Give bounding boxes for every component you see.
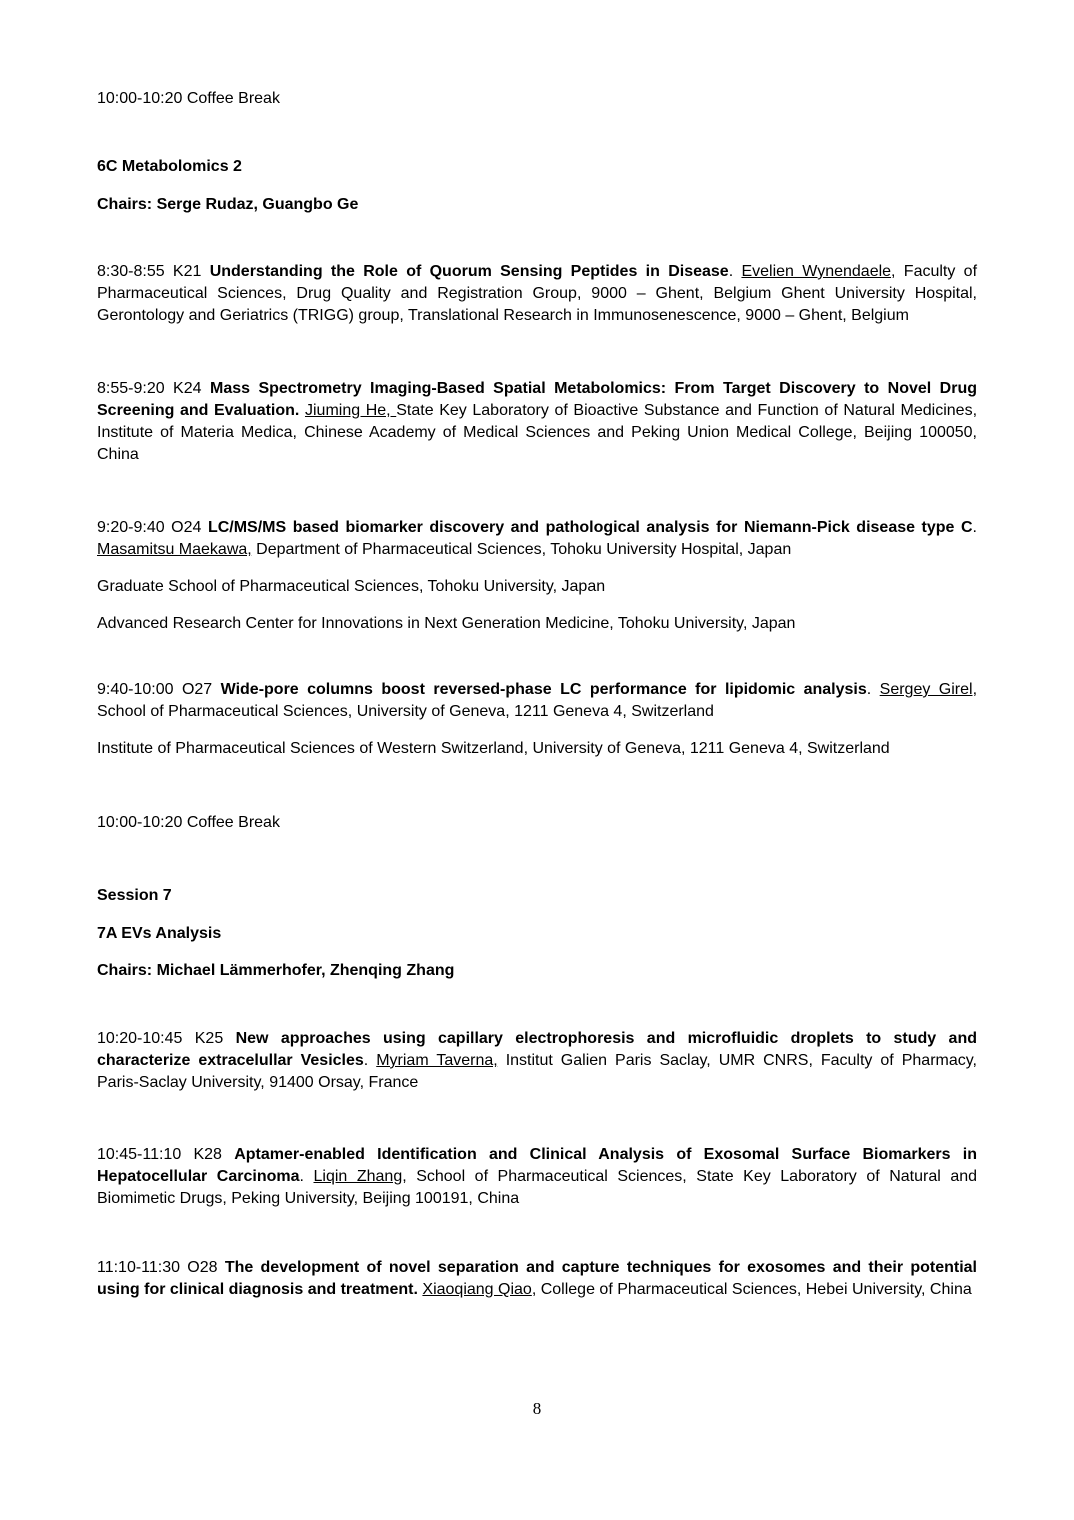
entry-time-code: 10:45-11:10 K28 <box>97 1146 235 1163</box>
entry-time-code: 9:20-9:40 O24 <box>97 519 208 536</box>
entry-o24-affiliation-3: Advanced Research Center for Innovations in Next Generation Medicine, Tohoku University, Japan <box>97 615 796 632</box>
entry-o27-affiliation-2: Institute of Pharmaceutical Sciences of Western Switzerland, University of Geneva, 1211 Geneva 4, Switzerland <box>97 740 890 757</box>
speaker-name: Xiaoqiang Qiao <box>422 1281 532 1298</box>
entry-title: Aptamer-enabled Identification and Clinical Analysis of Exosomal Surface Biomarkers in Hepatocellular Carcinoma <box>97 1146 977 1185</box>
entry-title: Wide-pore columns boost reversed-phase LC performance for lipidomic analysis <box>220 681 867 698</box>
speaker-name: Sergey Girel, <box>879 681 978 698</box>
entry-separator: . <box>972 519 977 536</box>
entry-o24-affiliation-2: Graduate School of Pharmaceutical Sciences, Tohoku University, Japan <box>97 578 606 595</box>
session-7a-heading: 7A EVs Analysis <box>97 925 222 942</box>
entry-separator: . <box>728 263 742 280</box>
entry-affiliation: School of Pharmaceutical Sciences, University of Geneva, 1211 Geneva 4, Switzerland <box>97 703 714 720</box>
page-number: 8 <box>532 1399 542 1418</box>
coffee-break-line: 10:00-10:20 Coffee Break <box>97 814 280 831</box>
entry-affiliation: , College of Pharmaceutical Sciences, Hebei University, China <box>531 1281 972 1298</box>
entry-title: Mass Spectrometry Imaging-Based Spatial Metabolomics: From Target Discovery to Novel Drug Screening and Evaluation. <box>97 380 978 419</box>
entry-affiliation: Department of Pharmaceutical Sciences, Tohoku University Hospital, Japan <box>251 541 792 558</box>
session-7a-chairs: Chairs: Michael Lämmerhofer, Zhenqing Zhang <box>97 962 455 979</box>
session-6c-chairs: Chairs: Serge Rudaz, Guangbo Ge <box>97 196 359 213</box>
entry-k25 <box>97 1028 977 1094</box>
entry-k21 <box>97 261 977 327</box>
entry-time-code: 8:55-9:20 K24 <box>97 380 210 397</box>
entry-title: New approaches using capillary electrophoresis and microfluidic droplets to study and characterize extracelullar Vesicles <box>97 1030 978 1069</box>
entry-affiliation: State Key Laboratory of Bioactive Substance and Function of Natural Medicines, Institute of Materia Medica, Chinese Academy of Medical Sciences and Peking Union Medical College, Beijing 100050, China <box>97 402 978 463</box>
entry-affiliation: Institut Galien Paris Saclay, UMR CNRS, Faculty of Pharmacy, Paris-Saclay University, 91400 Orsay, France <box>97 1052 978 1091</box>
entry-affiliation: , School of Pharmaceutical Sciences, State Key Laboratory of Natural and Biomimetic Drugs, Peking University, Beijing 100191, China <box>97 1168 978 1207</box>
entry-o28 <box>97 1257 977 1301</box>
speaker-name: Jiuming He, <box>304 402 397 419</box>
entry-title: The development of novel separation and capture techniques for exosomes and their potential using for clinical diagnosis and treatment. <box>97 1259 978 1298</box>
entry-separator: . <box>363 1052 377 1069</box>
entry-separator: . <box>299 1168 314 1185</box>
entry-k28 <box>97 1144 977 1210</box>
entry-time-code: 8:30-8:55 K21 <box>97 263 210 280</box>
session-6c-heading: 6C Metabolomics 2 <box>97 158 242 175</box>
session-7-label: Session 7 <box>97 887 172 904</box>
entry-title: Understanding the Role of Quorum Sensing Peptides in Disease <box>209 263 729 280</box>
entry-time-code: 11:10-11:30 O28 <box>97 1259 225 1276</box>
entry-affiliation: , Faculty of Pharmaceutical Sciences, Drug Quality and Registration Group, 9000 – Ghent, Belgium Ghent University Hospital, Gerontology and Geriatrics (TRIGG) group, Translational Research in Immunosenescence, 9000 – Ghent, Belgium <box>97 263 978 324</box>
speaker-name: Liqin Zhang <box>313 1168 403 1185</box>
entry-title: LC/MS/MS based biomarker discovery and pathological analysis for Niemann-Pick disease type C <box>207 519 973 536</box>
entry-o27 <box>97 679 977 723</box>
entry-k24 <box>97 378 977 466</box>
entry-separator: . <box>866 681 880 698</box>
entry-o24 <box>97 517 977 561</box>
entry-time-code: 9:40-10:00 O27 <box>97 681 221 698</box>
speaker-name: Myriam Taverna, <box>376 1052 498 1069</box>
entry-time-code: 10:20-10:45 K25 <box>97 1030 236 1047</box>
speaker-name: Masamitsu Maekawa, <box>97 541 252 558</box>
speaker-name: Evelien Wynendaele <box>741 263 892 280</box>
coffee-break-line: 10:00-10:20 Coffee Break <box>97 90 280 107</box>
